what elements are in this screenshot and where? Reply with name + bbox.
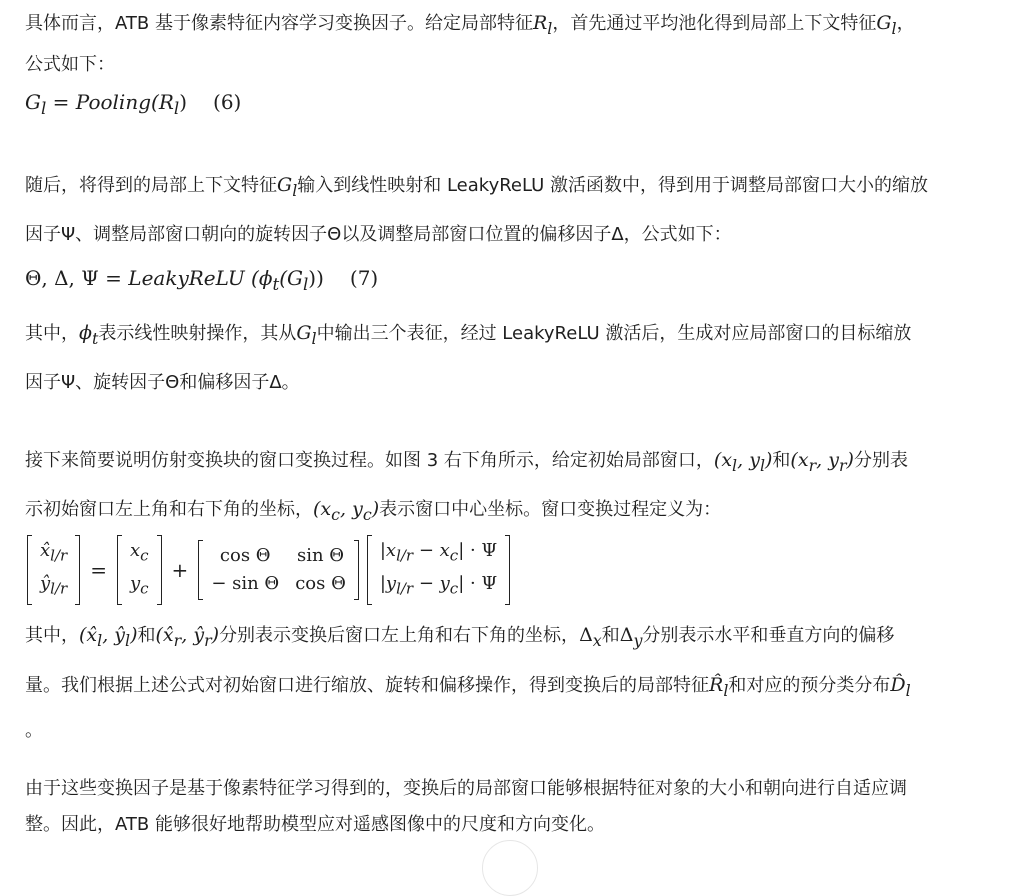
text: ， [896, 13, 915, 34]
equation-number: (7) [349, 266, 379, 290]
math-r-hat-l: $R̂_l$ [709, 674, 729, 700]
paragraph-1-line-2 [25, 46, 115, 84]
scroll-to-bottom-button[interactable] [482, 840, 538, 896]
matrix-rotation: cos Θ sin Θ − sin Θ cos Θ [198, 540, 359, 600]
math-d-hat-l: $D̂_l$ [890, 674, 911, 700]
math-hat-l: ($x̂_l$, $ŷ_l$) [79, 624, 138, 650]
matrix-center: $x_c$ $y_c$ [117, 535, 162, 604]
plus-sign: + [171, 558, 189, 582]
math-xc-yc: ($x_c$, $y_c$) [313, 498, 380, 524]
paragraph-5-line-2: 量。我们根据上述公式对初始窗口进行缩放、旋转和偏移操作，得到变换后的局部特征$R̂_l$和对应的预分类分布$D̂_l$ [25, 674, 911, 700]
matrix-formula [25, 538, 512, 602]
math-delta-x: $\Delta_x$ [579, 624, 602, 650]
math-phi-t: $\phi_t$ [79, 322, 99, 348]
paragraph-2-line-1 [25, 166, 928, 210]
equals-sign: = [90, 558, 107, 582]
formula-6: $G_l$ = $Pooling(R_l)$ (6) [25, 90, 242, 118]
paragraph-4-line-2: 示初始窗口左上角和右下角的坐标，($x_c$, $y_c$)表示窗口中心坐标。窗口变换过程定义为： [25, 498, 722, 524]
text: 公式如下： [25, 54, 115, 75]
math-xl-yl: ($x_l$, $y_l$) [713, 449, 773, 475]
paragraph-4-line-1: 接下来简要说明仿射变换块的窗口变换过程。如图 3 右下角所示，给定初始局部窗口，($x_l$, $y_l$)和($x_r$, $y_r$)分别表 [25, 449, 908, 475]
paragraph-6-line-2: 整。因此，ATB 能够很好地帮助模型应对遥感图像中的尺度和方向变化。 [25, 814, 605, 835]
paragraph-6-line-1: 由于这些变换因子是基于像素特征学习得到的，变换后的局部窗口能够根据特征对象的大小和朝向进行自适应调 [25, 778, 907, 799]
paragraph-1-line-1 [25, 4, 915, 48]
text: 具体而言，ATB 基于像素特征内容学习变换因子。给定局部特征 [25, 13, 533, 34]
math-g-l: $G_l$ [277, 174, 298, 200]
paragraph-2-line-2 [25, 216, 732, 254]
math-hat-r: ($x̂_r$, $ŷ_r$) [155, 624, 220, 650]
text: 因子Ψ、调整局部窗口朝向的旋转因子Θ以及调整局部窗口位置的偏移因子Δ，公式如下： [25, 224, 732, 245]
matrix-lhs: $x̂_{l/r}$ $ŷ_{l/r}$ [27, 535, 80, 604]
matrix-scale: $|x_{l/r} - x_c| \cdot \Psi$ $|y_{l/r} - y_c| \cdot \Psi$ [367, 535, 510, 604]
text: 输入到线性映射和 LeakyReLU 激活函数中，得到用于调整局部窗口大小的缩放 [297, 175, 929, 196]
math-g-l: $G_l$ [296, 322, 317, 348]
paragraph-3-line-2: 因子Ψ、旋转因子Θ和偏移因子Δ。 [25, 372, 300, 393]
math-delta-y: $\Delta_y$ [619, 624, 643, 650]
equation-number: (6) [213, 90, 242, 114]
text: 随后，将得到的局部上下文特征 [25, 175, 277, 196]
paragraph-5-line-3: 。 [25, 720, 43, 741]
text: ，首先通过平均池化得到局部上下文特征 [552, 13, 877, 34]
math-xr-yr: ($x_r$, $y_r$) [790, 449, 854, 475]
math-r-l: $R_l$ [532, 12, 553, 38]
paragraph-5-line-1: 其中，($x̂_l$, $ŷ_l$)和($x̂_r$, $ŷ_r$)分别表示变换后窗口左上角和右下角的坐标，$\Delta_x$和$\Delta_y$分别表示水平和垂直方向的偏移 [25, 624, 895, 650]
paragraph-3-line-1: 其中，$\phi_t$表示线性映射操作，其从$G_l$中输出三个表征，经过 LeakyReLU 激活后，生成对应局部窗口的目标缩放 [25, 322, 912, 348]
math-g-l: $G_l$ [876, 12, 897, 38]
formula-7: Θ, Δ, Ψ = LeakyReLU $(\phi_t(G_l))$ (7) [25, 266, 379, 294]
